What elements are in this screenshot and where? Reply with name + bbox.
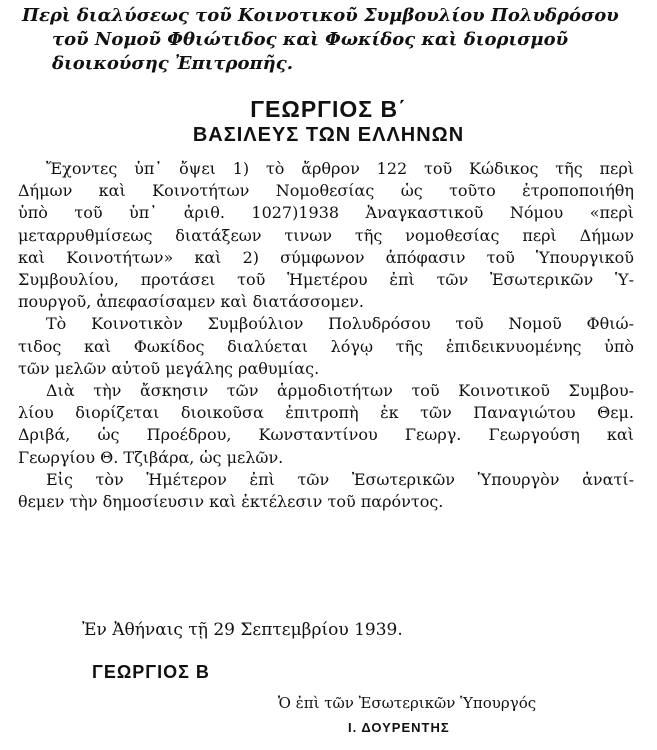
minister-title: Ὁ ἐπὶ τῶν Ἐσωτερικῶν Ὑπουργός: [278, 694, 537, 712]
king-subtitle: ΒΑΣΙΛΕΥΣ ΤΩΝ ΕΛΛΗΝΩΝ: [192, 124, 465, 146]
body-line: πουργοῦ, ἀπεφασίσαμεν καὶ διατάσσομεν.: [18, 292, 364, 312]
heading-line-2: τοῦ Νομοῦ Φθιώτιδος καὶ Φωκίδος καὶ διορισμοῦ: [52, 29, 569, 50]
body-line: Τὸ Κοινοτικὸν Συμβούλιον Πολυδρόσου τοῦ Νομοῦ Φθιώ-: [46, 314, 634, 334]
minister-name: Ι. ΔΟΥΡΕΝΤΗΣ: [348, 720, 450, 735]
heading-line-3: διοικούσης Ἐπιτροπῆς.: [52, 53, 293, 74]
body-line: μεταρρυθμίσεως διατάξεων τινων τῆς νομοθεσίας περὶ Δήμων: [18, 225, 634, 245]
body-line: Συμβουλίου, προτάσει τοῦ Ἡμετέρου ἐπὶ τῶν Ἐσωτερικῶν Ὑ-: [18, 270, 634, 290]
body-line: λίου διορίζεται διοικοῦσα ἐπιτροπὴ ἐκ τῶν Παναγιώτου Θεμ.: [18, 403, 634, 423]
king-title: ΓΕΩΡΓΙΟΣ Β΄: [250, 96, 407, 122]
body-line: τιδος καὶ Φωκίδος διαλύεται λόγῳ τῆς ἐπιδεικνυομένης ὑπὸ: [18, 336, 634, 356]
body-line: Διὰ τὴν ἄσκησιν τῶν ἁρμοδιοτήτων τοῦ Κοινοτικοῦ Συμβου-: [46, 381, 634, 401]
body-line: Δριβά, ὡς Προέδρου, Κωνσταντίνου Γεωργ. Γεωργούση καὶ: [18, 425, 634, 445]
body-line: Ἔχοντες ὑπ᾽ ὄψει 1) τὸ ἄρθρον 122 τοῦ Κώδικος τῆς περὶ: [46, 159, 634, 178]
decree-heading: [22, 4, 642, 76]
body-line: Εἰς τὸν Ἡμέτερον ἐπὶ τῶν Ἐσωτερικῶν Ὑπουργὸν ἀνατί-: [46, 469, 634, 489]
king-signature: ΓΕΩΡΓΙΟΣ Β: [92, 662, 210, 682]
decree-body: [18, 158, 634, 513]
body-line: ὑπὸ τοῦ ὑπ᾽ ἀριθ. 1027)1938 Ἀναγκαστικοῦ Νόμου «περὶ: [18, 203, 634, 223]
body-line: Δήμων καὶ Κοινοτήτων Νομοθεσίας ὡς τοῦτο ἐτροποποιήθη: [18, 181, 634, 201]
decree-date: Ἐν Ἀθήναις τῇ 29 Σεπτεμβρίου 1939.: [82, 620, 403, 640]
body-line: Γεωργίου Θ. Τζιβάρα, ὡς μελῶν.: [18, 447, 284, 467]
body-line: καὶ Κοινοτήτων» καὶ 2) σύμφωνον ἀπόφασιν τοῦ Ὑπουργικοῦ: [18, 247, 634, 267]
heading-line-1: Περὶ διαλύσεως τοῦ Κοινοτικοῦ Συμβουλίου Πολυδρόσου: [22, 5, 619, 26]
body-line: τῶν μελῶν αὐτοῦ μεγάλης ραθυμίας.: [18, 358, 320, 378]
body-line: θεμεν τὴν δημοσίευσιν καὶ ἐκτέλεσιν τοῦ παρόντος.: [18, 492, 444, 512]
